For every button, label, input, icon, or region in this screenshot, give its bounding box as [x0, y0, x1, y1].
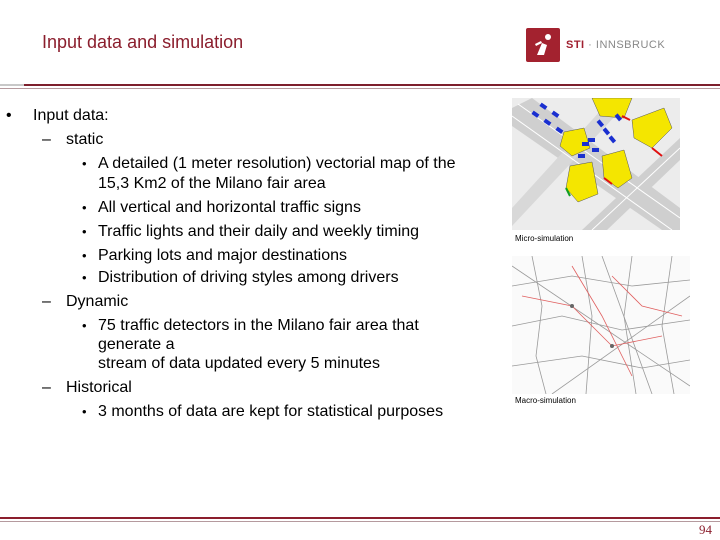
- sti-logo-mark-icon: [526, 28, 560, 62]
- dynamic-item-1: 75 traffic detectors in the Milano fair area that: [98, 317, 419, 334]
- static-item-2: All vertical and horizontal traffic signs: [98, 199, 361, 216]
- historical-heading: Historical: [66, 379, 132, 396]
- sti-innsbruck-logo: [526, 28, 706, 64]
- page-number: 94: [699, 522, 712, 537]
- dynamic-item-1-cont: generate a: [98, 336, 175, 353]
- header-rule-thin: [0, 88, 720, 89]
- bullet-static-5: •: [82, 270, 87, 285]
- static-item-4: Parking lots and major destinations: [98, 247, 348, 264]
- header-rule-accent: [0, 84, 24, 86]
- logo-brand: STI: [566, 39, 585, 51]
- bullet-level1: •: [6, 107, 12, 124]
- static-heading: static: [66, 131, 104, 148]
- input-data-heading: Input data:: [33, 107, 109, 124]
- dash-dynamic: –: [42, 293, 51, 310]
- static-item-5: Distribution of driving styles among drivers: [98, 269, 399, 286]
- dynamic-heading: Dynamic: [66, 293, 129, 310]
- dynamic-item-1-cont2: stream of data updated every 5 minutes: [98, 355, 380, 372]
- bullet-static-3: •: [82, 224, 87, 239]
- footer-rule: [0, 517, 720, 519]
- bullet-static-4: •: [82, 248, 87, 263]
- logo-name: INNSBRUCK: [595, 39, 666, 51]
- macro-simulation-image: [512, 256, 690, 394]
- logo-text: [566, 39, 665, 51]
- bullet-static-1: •: [82, 156, 87, 171]
- micro-simulation-image: [512, 98, 680, 230]
- static-item-3: Traffic lights and their daily and weekly timing: [98, 223, 420, 240]
- macro-simulation-caption: Macro-simulation: [515, 396, 576, 405]
- historical-item-1: 3 months of data are kept for statistical purposes: [98, 403, 444, 420]
- logo-separator: ·: [584, 39, 596, 51]
- dash-historical: –: [42, 379, 51, 396]
- static-item-1-cont: 15,3 Km2 of the Milano fair area: [98, 175, 326, 192]
- footer-rule-thin: [0, 521, 720, 522]
- slide-title: Input data and simulation: [42, 32, 244, 52]
- bullet-historical-1: •: [82, 404, 87, 419]
- bullet-dynamic-1: •: [82, 318, 87, 333]
- micro-simulation-caption: Micro-simulation: [515, 234, 574, 243]
- header-rule: [0, 84, 720, 86]
- dash-static: –: [42, 131, 51, 148]
- bullet-static-2: •: [82, 200, 87, 215]
- static-item-1: A detailed (1 meter resolution) vectorial map of the: [98, 155, 456, 172]
